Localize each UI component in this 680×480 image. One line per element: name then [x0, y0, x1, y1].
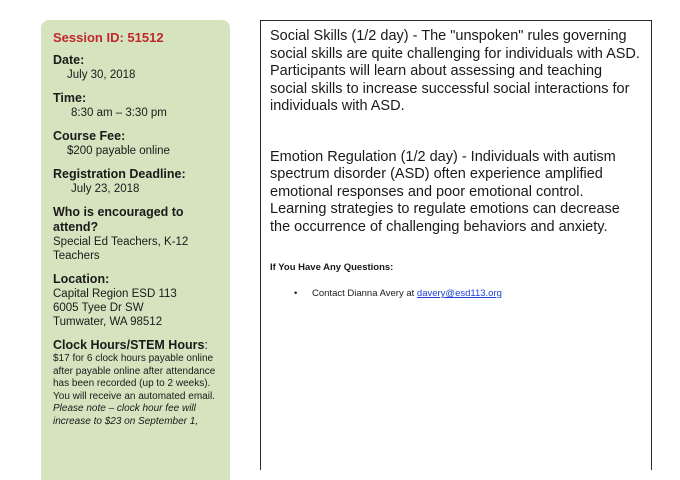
- deadline-section: [53, 167, 222, 196]
- session-id: Session ID: 51512: [53, 30, 164, 45]
- emotion-regulation-paragraph: Emotion Regulation (1/2 day) - Individuals with autism spectrum disorder (ASD) often experience amplified emotional responses and poor emotional control. Learning strategies to regulate emotions can decrease the occurrence of challenging behaviors and anxiety.: [270, 148, 620, 235]
- date-section: [53, 53, 222, 82]
- clock-hours-label-text: Clock Hours/STEM Hours: [53, 338, 205, 352]
- date-value: July 30, 2018: [67, 69, 136, 81]
- location-line-1: Capital Region ESD 113: [53, 288, 177, 300]
- deadline-value: July 23, 2018: [71, 183, 140, 195]
- social-skills-paragraph: Social Skills (1/2 day) - The "unspoken" rules governing social skills are quite challenging for individuals with ASD. Participants will learn about assessing and teaching social skills to increase successful social interactions for individuals with ASD.: [270, 28, 640, 114]
- location-line-2: 6005 Tyee Dr SW: [53, 302, 144, 314]
- bullet-icon: •: [294, 288, 298, 299]
- fee-section: [53, 129, 222, 158]
- clock-hours-note: Please note – clock hour fee will increase to $23 on September 1,: [53, 403, 199, 427]
- deadline-label: Registration Deadline:: [53, 167, 186, 181]
- contact-email-link[interactable]: davery@esd113.org: [416, 288, 502, 299]
- audience-label: Who is encouraged to attend?: [53, 205, 184, 234]
- clock-hours-label: [53, 338, 222, 353]
- fee-label: Course Fee:: [53, 129, 126, 143]
- fee-value: $200 payable online: [67, 145, 170, 157]
- contact-list-item: [270, 288, 641, 299]
- location-label: Location:: [53, 272, 110, 286]
- course-description-panel: [260, 20, 652, 470]
- audience-value: Special Ed Teachers, K-12 Teachers: [53, 236, 189, 262]
- paragraph-spacer: [270, 116, 641, 149]
- date-label: Date:: [53, 53, 85, 67]
- contact-text: Contact Dianna Avery at: [312, 288, 417, 299]
- clock-hours-section: [53, 338, 222, 428]
- time-label: Time:: [53, 91, 87, 105]
- clock-hours-colon: :: [204, 338, 208, 352]
- contact-line: [312, 288, 502, 299]
- audience-section: [53, 205, 222, 263]
- info-sidebar: [41, 20, 230, 480]
- questions-heading: If You Have Any Questions:: [270, 262, 394, 273]
- time-section: [53, 91, 222, 120]
- time-value: 8:30 am – 3:30 pm: [71, 107, 167, 119]
- clock-hours-text: $17 for 6 clock hours payable online after payable online after attendance has been recorded (up to 2 weeks). You will receive an automated email.: [53, 353, 216, 402]
- location-section: [53, 272, 222, 329]
- location-line-3: Tumwater, WA 98512: [53, 316, 163, 328]
